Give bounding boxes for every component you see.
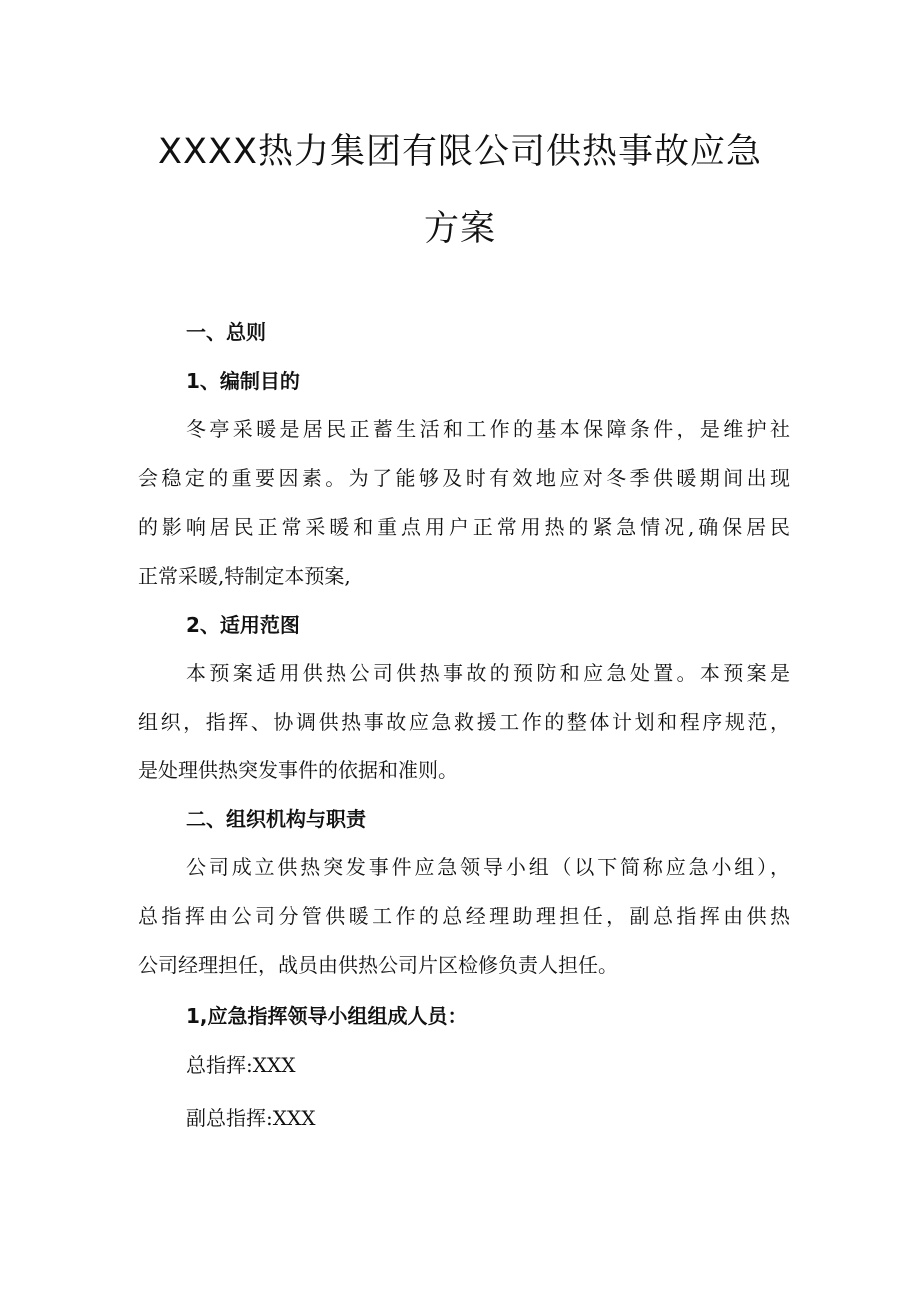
- section-heading-organization: 二、组织机构与职责: [186, 807, 366, 831]
- paragraph-purpose-line-4: 正常采暖,特制定本预案,: [138, 564, 351, 588]
- document-title-line-1: XXXX热力集团有限公司供热事故应急: [158, 132, 762, 172]
- paragraph-organization-line-1: 公司成立供热突发事件应急领导小组（以下简称应急小组），: [186, 855, 790, 879]
- paragraph-purpose-line-3: 的影响居民正常采暖和重点用户正常用热的紧急情况,确保居民: [138, 515, 790, 539]
- paragraph-purpose-line-1: 冬亭采暖是居民正蓄生活和工作的基本保障条件，是维护社: [186, 417, 790, 441]
- subsection-heading-purpose: 1、编制目的: [186, 369, 300, 393]
- paragraph-purpose-line-2: 会稳定的重要因素。为了能够及时有效地应对冬季供暖期间出现: [138, 466, 790, 490]
- subsection-heading-leadership-members: 1,应急指挥领导小组组成人员：: [186, 1004, 468, 1028]
- paragraph-scope-line-1: 本预案适用供热公司供热事故的预防和应急处置。本预案是: [186, 661, 790, 685]
- paragraph-organization-line-3: 公司经理担任，战员由供热公司片区检修负责人担任。: [138, 953, 618, 977]
- document-title-line-2: 方案: [423, 209, 496, 249]
- paragraph-organization-line-2: 总指挥由公司分管供暖工作的总经理助理担任，副总指挥由供热: [138, 904, 790, 928]
- paragraph-scope-line-2: 组织，指挥、协调供热事故应急救援工作的整体计划和程序规范，: [138, 710, 790, 734]
- commander-entry: 总指挥:XXX: [186, 1053, 296, 1077]
- section-heading-general: 一、总则: [186, 320, 266, 344]
- subsection-heading-scope: 2、适用范图: [186, 613, 300, 637]
- paragraph-scope-line-3: 是处理供热突发事件的依据和准则。: [138, 758, 458, 782]
- deputy-commander-entry: 副总指挥:XXX: [186, 1106, 316, 1130]
